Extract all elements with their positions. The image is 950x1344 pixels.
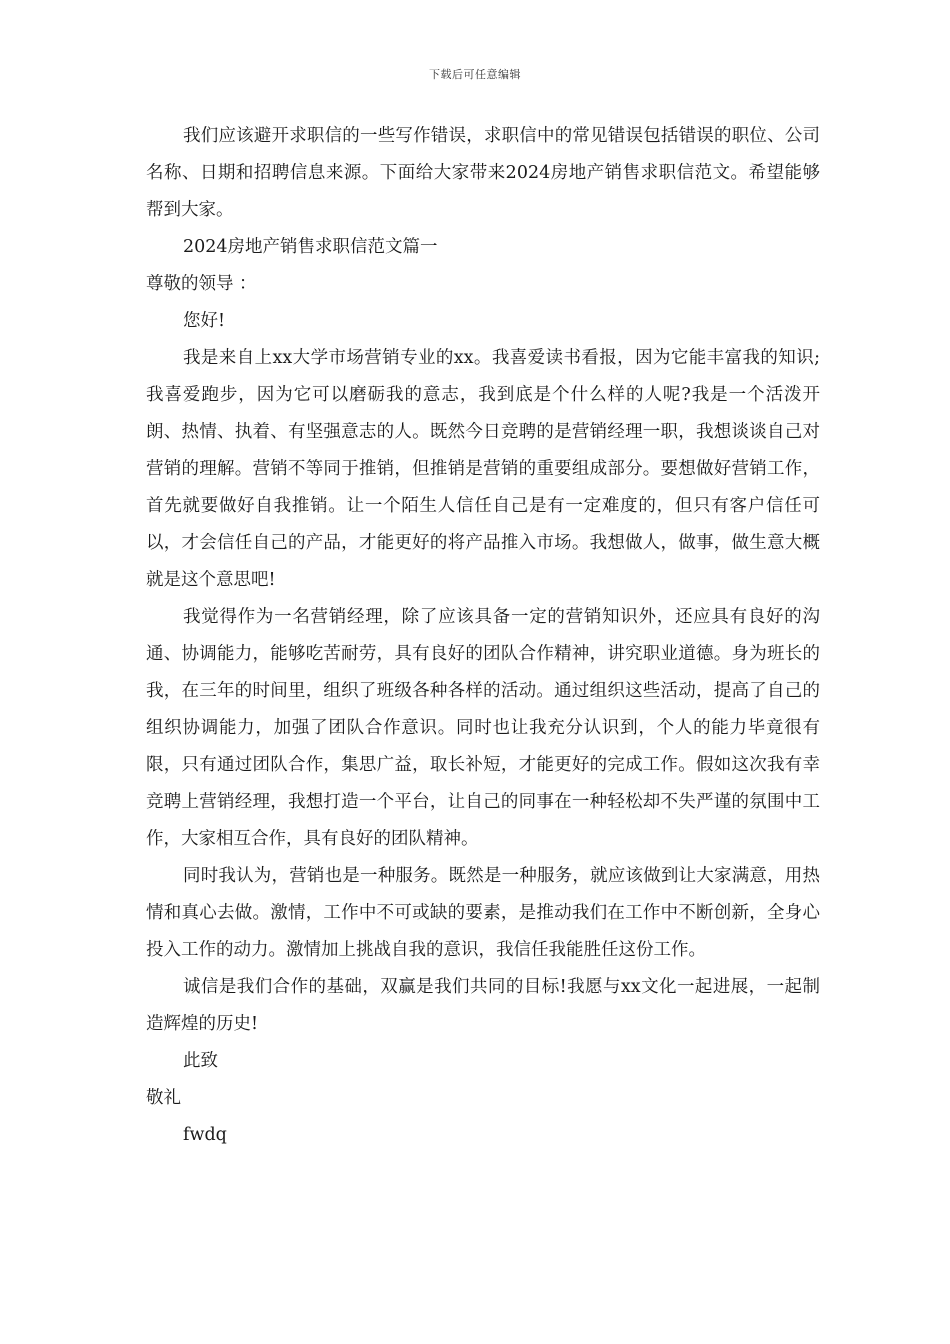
signature: fwdq bbox=[183, 1125, 227, 1145]
page-header-note: 下载后可任意编辑 bbox=[429, 68, 521, 81]
body-paragraph-2: 我觉得作为一名营销经理，除了应该具备一定的营销知识外，还应具有良好的沟通、协调能力，能够吃苦耐劳，具有良好的团队合作精神，讲究职业道德。身为班长的我，在三年的时间里，组织了班级各种各样的活动。通过组织这些活动，提高了自己的组织协调能力，加强了团队合作意识。同时也让我充分认识到，个人的能力毕竟很有限，只有通过团队合作，集思广益，取长补短，才能更好的完成工作。假如这次我有幸竞聘上营销经理，我想打造一个平台，让自己的同事在一种轻松却不失严谨的氛围中工作，大家相互合作，具有良好的团队精神。 bbox=[146, 607, 820, 849]
salutation: 尊敬的领导 ： bbox=[146, 274, 257, 294]
letter-body bbox=[146, 118, 820, 1154]
body-paragraph-1: 我是来自上xx大学市场营销专业的xx。我喜爱读书看报，因为它能丰富我的知识;我喜爱跑步，因为它可以磨砺我的意志，我到底是个什么样的人呢?我是一个活泼开朗、热情、执着、有坚强意志的人。既然今日竞聘的是营销经理一职，我想谈谈自己对营销的理解。营销不等同于推销，但推销是营销的重要组成部分。要想做好营销工作，首先就要做好自我推销。让一个陌生人信任自己是有一定难度的，但只有客户信任可以，才会信任自己的产品，才能更好的将产品推入市场。我想做人，做事，做生意大概就是这个意思吧! bbox=[146, 348, 820, 590]
body-paragraph-3: 同时我认为，营销也是一种服务。既然是一种服务，就应该做到让大家满意，用热情和真心去做。激情，工作中不可或缺的要素，是推动我们在工作中不断创新，全身心投入工作的动力。激情加上挑战自我的意识，我信任我能胜任这份工作。 bbox=[146, 866, 820, 960]
closing-line-2: 敬礼 bbox=[146, 1088, 181, 1108]
body-paragraph-4: 诚信是我们合作的基础，双赢是我们共同的目标!我愿与xx文化一起进展，一起制造辉煌的历史! bbox=[146, 977, 820, 1034]
closing-line-1: 此致 bbox=[183, 1051, 218, 1071]
letter-subtitle: 2024房地产销售求职信范文篇一 bbox=[183, 237, 438, 257]
intro-paragraph: 我们应该避开求职信的一些写作错误，求职信中的常见错误包括错误的职位、公司名称、日期和招聘信息来源。下面给大家带来2024房地产销售求职信范文。希望能够帮到大家。 bbox=[146, 126, 820, 220]
greeting: 您好! bbox=[183, 311, 226, 331]
